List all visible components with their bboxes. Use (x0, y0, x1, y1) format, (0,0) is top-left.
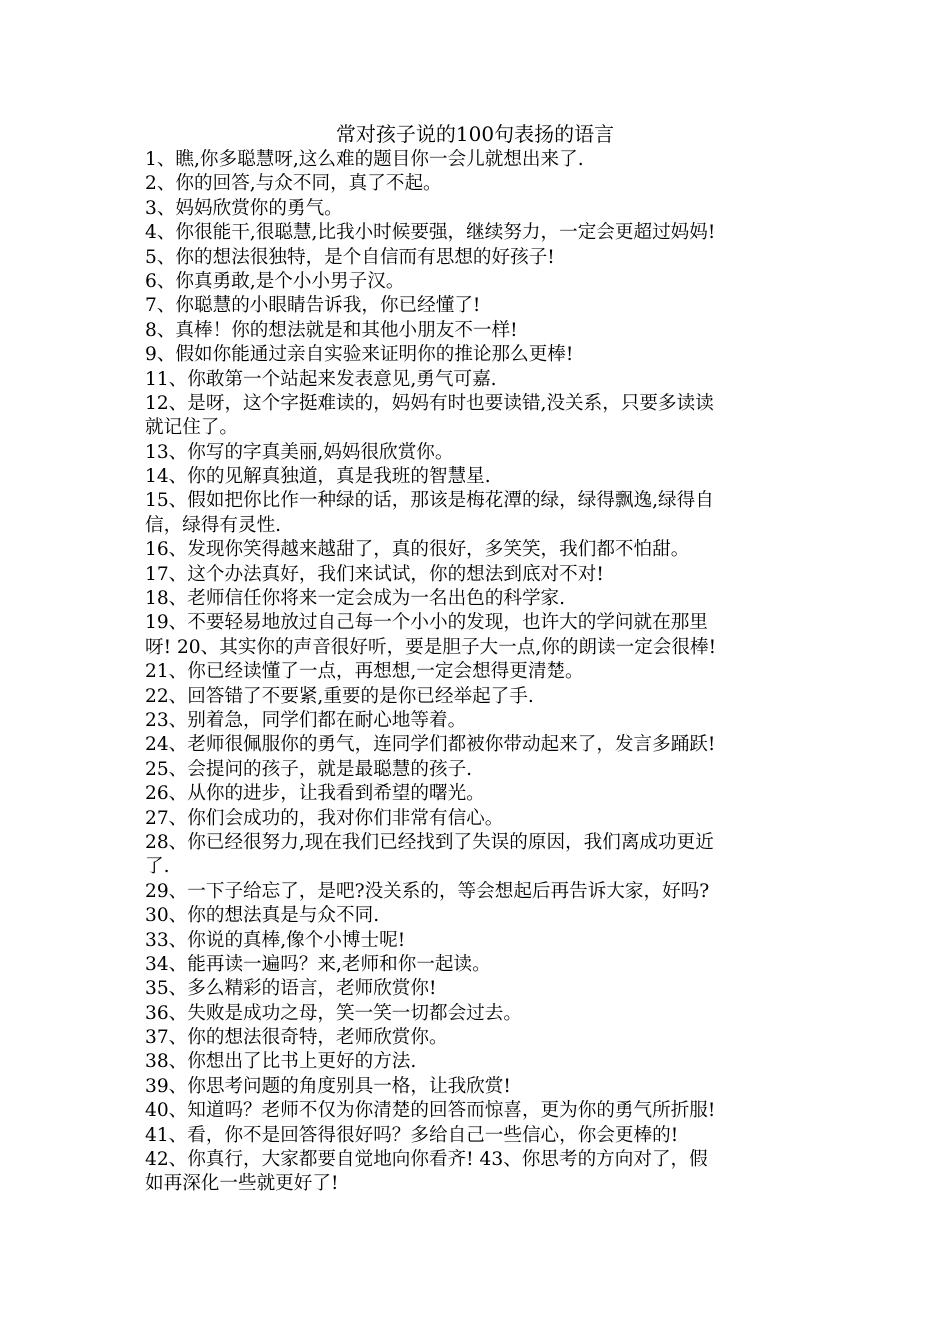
text-line: 5、你的想法很独特，是个自信而有思想的好孩子! (145, 246, 555, 268)
text-line: 了. (145, 856, 170, 878)
text-line: 34、能再读一遍吗？来,老师和你一起读。 (145, 953, 491, 975)
text-line: 26、从你的进步，让我看到希望的曙光。 (145, 783, 485, 805)
text-line: 12、是呀，这个字挺难读的，妈妈有时也要读错,没关系，只要多读读 (145, 392, 714, 414)
text-line: 29、一下子给忘了，是吧?没关系的，等会想起后再告诉大家，好吗? (145, 880, 710, 902)
text-line: 33、你说的真棒,像个小博士呢! (145, 929, 406, 951)
text-line: 14、你的见解真独道，真是我班的智慧星. (145, 466, 491, 488)
text-line: 28、你已经很努力,现在我们已经找到了失误的原因，我们离成功更近 (145, 831, 714, 853)
text-line: 8、真棒！你的想法就是和其他小朋友不一样! (145, 319, 518, 341)
text-line: 19、不要轻易地放过自己每一个小小的发现，也许大的学问就在那里 (145, 612, 708, 634)
text-line: 21、你已经读懂了一点，再想想,一定会想得更清楚。 (145, 661, 584, 683)
text-line: 36、失败是成功之母，笑一笑一切都会过去。 (145, 1002, 522, 1024)
text-line: 39、你思考问题的角度别具一格，让我欣赏! (145, 1075, 511, 1097)
text-line: 18、老师信任你将来一定会成为一名出色的科学家. (145, 588, 566, 610)
text-line: 6、你真勇敢,是个小小男子汉。 (145, 270, 405, 292)
text-line: 27、你们会成功的，我对你们非常有信心。 (145, 807, 504, 829)
text-line: 30、你的想法真是与众不同. (145, 905, 380, 927)
text-line: 40、知道吗？老师不仅为你清楚的回答而惊喜，更为你的勇气所折服! (145, 1100, 716, 1122)
text-line: 17、这个办法真好，我们来试试，你的想法到底对不对! (145, 563, 604, 585)
text-line: 就记住了。 (145, 417, 238, 439)
text-line: 如再深化一些就更好了! (145, 1173, 339, 1195)
text-line: 呀! 20、其实你的声音很好听，要是胆子大一点,你的朗读一定会很棒! (145, 636, 717, 658)
text-line: 24、老师很佩服你的勇气，连同学们都被你带动起来了，发言多踊跃! (145, 734, 716, 756)
text-line: 37、你的想法很奇特，老师欣赏你。 (145, 1027, 448, 1049)
text-line: 3、妈妈欣赏你的勇气。 (145, 197, 343, 219)
text-line: 1、瞧,你多聪慧呀,这么难的题目你一会儿就想出来了. (145, 149, 584, 170)
text-line: 42、你真行，大家都要自觉地向你看齐! 43、你思考的方向对了，假 (145, 1149, 708, 1171)
document-body (145, 148, 825, 1197)
text-line: 4、你很能干,很聪慧,比我小时候要强，继续努力，一定会更超过妈妈! (145, 222, 716, 244)
text-line: 7、你聪慧的小眼睛告诉我，你已经懂了! (145, 295, 481, 317)
text-line: 9、假如你能通过亲自实验来证明你的推论那么更棒! (145, 344, 574, 366)
text-line: 35、多么精彩的语言，老师欣赏你! (145, 978, 437, 1000)
text-line: 信，绿得有灵性. (145, 514, 282, 536)
text-line: 38、你想出了比书上更好的方法. (145, 1051, 417, 1073)
text-line: 41、看，你不是回答得很好吗？多给自己一些信心，你会更棒的! (145, 1124, 679, 1146)
text-line: 16、发现你笑得越来越甜了，真的很好，多笑笑，我们都不怕甜。 (145, 539, 690, 561)
document-title: 常对孩子说的100句表扬的语言 (335, 122, 615, 146)
text-line: 22、回答错了不要紧,重要的是你已经举起了手. (145, 685, 534, 707)
text-line: 23、别着急，同学们都在耐心地等着。 (145, 709, 467, 731)
text-line: 25、会提问的孩子，就是最聪慧的孩子. (145, 758, 473, 780)
text-line: 2、你的回答,与众不同，真了不起。 (145, 173, 442, 195)
text-line: 15、假如把你比作一种绿的话，那该是梅花潭的绿，绿得飘逸,绿得自 (145, 490, 714, 512)
text-line: 11、你敢第一个站起来发表意见,勇气可嘉. (145, 368, 497, 390)
text-line: 13、你写的字真美丽,妈妈很欣赏你。 (145, 441, 454, 463)
